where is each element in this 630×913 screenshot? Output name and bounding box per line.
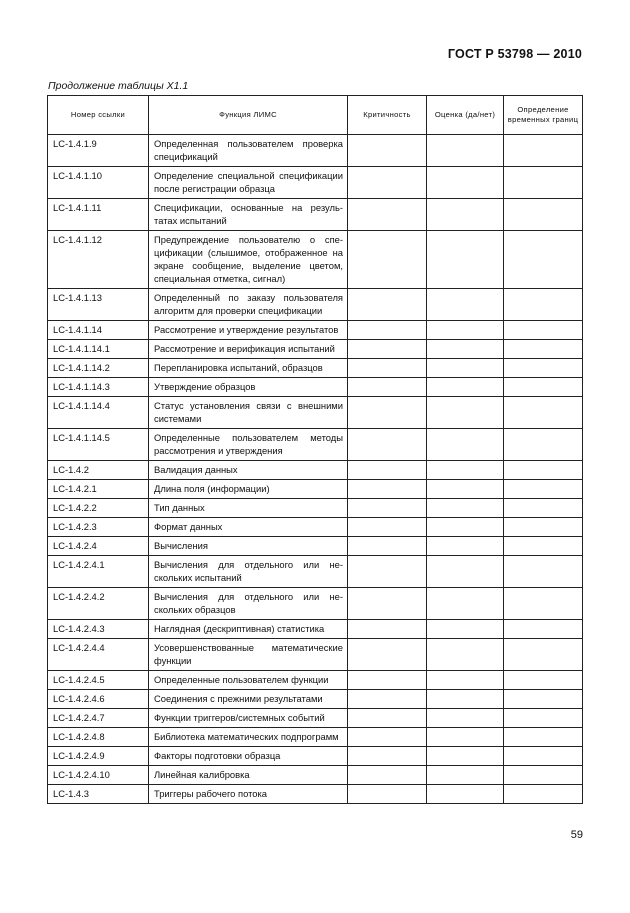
- criticality-cell: [348, 321, 427, 340]
- function-cell: Определенные пользователем методы рассмотрения и утверждения: [149, 429, 348, 461]
- function-cell: Валидация данных: [149, 461, 348, 480]
- ref-cell: LC-1.4.1.10: [48, 167, 149, 199]
- ref-cell: LC-1.4.1.11: [48, 199, 149, 231]
- assessment-cell: [427, 499, 504, 518]
- criticality-cell: [348, 378, 427, 397]
- ref-cell: LC-1.4.1.9: [48, 135, 149, 167]
- ref-cell: LC-1.4.1.14.2: [48, 359, 149, 378]
- table-row: [48, 690, 583, 709]
- ref-cell: LC-1.4.2.3: [48, 518, 149, 537]
- function-cell: Утверждение образцов: [149, 378, 348, 397]
- time-limits-cell: [504, 480, 583, 499]
- ref-cell: LC-1.4.2.4.5: [48, 671, 149, 690]
- criticality-cell: [348, 231, 427, 289]
- table-row: [48, 588, 583, 620]
- ref-cell: LC-1.4.1.14.5: [48, 429, 149, 461]
- ref-cell: LC-1.4.2.4.10: [48, 766, 149, 785]
- criticality-cell: [348, 785, 427, 804]
- criticality-cell: [348, 690, 427, 709]
- function-cell: Триггеры рабочего потока: [149, 785, 348, 804]
- function-cell: Соединения с прежними результатами: [149, 690, 348, 709]
- criticality-cell: [348, 461, 427, 480]
- assessment-cell: [427, 429, 504, 461]
- table-row: [48, 378, 583, 397]
- function-cell: Формат данных: [149, 518, 348, 537]
- time-limits-cell: [504, 588, 583, 620]
- lims-functions-table: [47, 95, 583, 804]
- time-limits-cell: [504, 556, 583, 588]
- assessment-cell: [427, 518, 504, 537]
- assessment-cell: [427, 167, 504, 199]
- table-caption: Продолжение таблицы X1.1: [48, 80, 189, 92]
- ref-cell: LC-1.4.2.4.9: [48, 747, 149, 766]
- ref-cell: LC-1.4.2.4.4: [48, 639, 149, 671]
- col-header-criticality: Критичность: [348, 96, 427, 135]
- assessment-cell: [427, 588, 504, 620]
- time-limits-cell: [504, 671, 583, 690]
- time-limits-cell: [504, 378, 583, 397]
- criticality-cell: [348, 747, 427, 766]
- assessment-cell: [427, 199, 504, 231]
- criticality-cell: [348, 620, 427, 639]
- criticality-cell: [348, 340, 427, 359]
- col-header-function: Функция ЛИМС: [149, 96, 348, 135]
- table-row: [48, 340, 583, 359]
- function-cell: Перепланировка испытаний, образцов: [149, 359, 348, 378]
- assessment-cell: [427, 340, 504, 359]
- ref-cell: LC-1.4.2.4.3: [48, 620, 149, 639]
- time-limits-cell: [504, 231, 583, 289]
- assessment-cell: [427, 231, 504, 289]
- assessment-cell: [427, 709, 504, 728]
- ref-cell: LC-1.4.2.4.6: [48, 690, 149, 709]
- time-limits-cell: [504, 639, 583, 671]
- assessment-cell: [427, 397, 504, 429]
- table-row: [48, 135, 583, 167]
- criticality-cell: [348, 518, 427, 537]
- time-limits-cell: [504, 135, 583, 167]
- function-cell: Определение специальной спецификации после регистрации образца: [149, 167, 348, 199]
- function-cell: Вычисления для отдельного или нескольких образцов: [149, 588, 348, 620]
- assessment-cell: [427, 639, 504, 671]
- table-row: [48, 518, 583, 537]
- ref-cell: LC-1.4.2.4.7: [48, 709, 149, 728]
- assessment-cell: [427, 321, 504, 340]
- criticality-cell: [348, 671, 427, 690]
- ref-cell: LC-1.4.1.14.1: [48, 340, 149, 359]
- ref-cell: LC-1.4.2.4.8: [48, 728, 149, 747]
- table-row: [48, 199, 583, 231]
- function-cell: Тип данных: [149, 499, 348, 518]
- col-header-assessment: Оценка (да/нет): [427, 96, 504, 135]
- assessment-cell: [427, 690, 504, 709]
- criticality-cell: [348, 639, 427, 671]
- function-cell: Функции триггеров/системных событий: [149, 709, 348, 728]
- assessment-cell: [427, 461, 504, 480]
- assessment-cell: [427, 766, 504, 785]
- ref-cell: LC-1.4.1.14.4: [48, 397, 149, 429]
- time-limits-cell: [504, 289, 583, 321]
- time-limits-cell: [504, 747, 583, 766]
- criticality-cell: [348, 289, 427, 321]
- time-limits-cell: [504, 709, 583, 728]
- time-limits-cell: [504, 167, 583, 199]
- function-cell: Библиотека математических подпрограмм: [149, 728, 348, 747]
- criticality-cell: [348, 499, 427, 518]
- table-row: [48, 167, 583, 199]
- ref-cell: LC-1.4.2: [48, 461, 149, 480]
- table-header-row: [48, 96, 583, 135]
- time-limits-cell: [504, 199, 583, 231]
- table-row: [48, 461, 583, 480]
- standard-header: ГОСТ Р 53798 — 2010: [447, 47, 582, 61]
- assessment-cell: [427, 359, 504, 378]
- time-limits-cell: [504, 620, 583, 639]
- time-limits-cell: [504, 340, 583, 359]
- assessment-cell: [427, 785, 504, 804]
- assessment-cell: [427, 747, 504, 766]
- ref-cell: LC-1.4.1.12: [48, 231, 149, 289]
- criticality-cell: [348, 588, 427, 620]
- assessment-cell: [427, 537, 504, 556]
- ref-cell: LC-1.4.2.1: [48, 480, 149, 499]
- time-limits-cell: [504, 785, 583, 804]
- function-cell: Наглядная (дескриптивная) статистика: [149, 620, 348, 639]
- function-cell: Линейная калибровка: [149, 766, 348, 785]
- criticality-cell: [348, 167, 427, 199]
- time-limits-cell: [504, 429, 583, 461]
- time-limits-cell: [504, 359, 583, 378]
- table-row: [48, 620, 583, 639]
- table-row: [48, 397, 583, 429]
- assessment-cell: [427, 480, 504, 499]
- table-row: [48, 429, 583, 461]
- time-limits-cell: [504, 461, 583, 480]
- function-cell: Вычисления: [149, 537, 348, 556]
- table-row: [48, 785, 583, 804]
- ref-cell: LC-1.4.1.14.3: [48, 378, 149, 397]
- table-body: [48, 135, 583, 804]
- criticality-cell: [348, 359, 427, 378]
- function-cell: Вычисления для отдельного или нескольких испытаний: [149, 556, 348, 588]
- function-cell: Факторы подготовки образца: [149, 747, 348, 766]
- assessment-cell: [427, 556, 504, 588]
- function-cell: Определенная пользователем проверка спецификаций: [149, 135, 348, 167]
- assessment-cell: [427, 728, 504, 747]
- table-row: [48, 537, 583, 556]
- table-row: [48, 321, 583, 340]
- function-cell: Определенный по заказу пользователя алгоритм для проверки спецификации: [149, 289, 348, 321]
- table-row: [48, 747, 583, 766]
- ref-cell: LC-1.4.1.14: [48, 321, 149, 340]
- table-row: [48, 671, 583, 690]
- ref-cell: LC-1.4.2.4.1: [48, 556, 149, 588]
- col-header-ref: Номер ссылки: [48, 96, 149, 135]
- ref-cell: LC-1.4.1.13: [48, 289, 149, 321]
- ref-cell: LC-1.4.2.4: [48, 537, 149, 556]
- function-cell: Рассмотрение и утверждение результатов: [149, 321, 348, 340]
- function-cell: Статус установления связи с внешними системами: [149, 397, 348, 429]
- criticality-cell: [348, 480, 427, 499]
- function-cell: Спецификации, основанные на результатах испытаний: [149, 199, 348, 231]
- assessment-cell: [427, 289, 504, 321]
- ref-cell: LC-1.4.2.2: [48, 499, 149, 518]
- criticality-cell: [348, 135, 427, 167]
- criticality-cell: [348, 766, 427, 785]
- function-cell: Усовершенствованные математические функции: [149, 639, 348, 671]
- criticality-cell: [348, 429, 427, 461]
- time-limits-cell: [504, 728, 583, 747]
- table-row: [48, 359, 583, 378]
- criticality-cell: [348, 537, 427, 556]
- page-number: 59: [570, 829, 583, 841]
- table-row: [48, 728, 583, 747]
- assessment-cell: [427, 135, 504, 167]
- function-cell: Предупреждение пользователю о спецификации (слышимое, отображенное на экране сообщение, выделение цветом, специальная отметка, сигнал): [149, 231, 348, 289]
- ref-cell: LC-1.4.2.4.2: [48, 588, 149, 620]
- ref-cell: LC-1.4.3: [48, 785, 149, 804]
- table-row: [48, 499, 583, 518]
- time-limits-cell: [504, 766, 583, 785]
- criticality-cell: [348, 728, 427, 747]
- time-limits-cell: [504, 321, 583, 340]
- criticality-cell: [348, 397, 427, 429]
- table-row: [48, 289, 583, 321]
- table-row: [48, 639, 583, 671]
- time-limits-cell: [504, 537, 583, 556]
- time-limits-cell: [504, 397, 583, 429]
- col-header-time-limits: Определение временных границ: [504, 96, 583, 135]
- table-row: [48, 709, 583, 728]
- criticality-cell: [348, 199, 427, 231]
- function-cell: Рассмотрение и верификация испытаний: [149, 340, 348, 359]
- function-cell: Определенные пользователем функции: [149, 671, 348, 690]
- table-row: [48, 480, 583, 499]
- table-row: [48, 556, 583, 588]
- assessment-cell: [427, 378, 504, 397]
- criticality-cell: [348, 709, 427, 728]
- assessment-cell: [427, 671, 504, 690]
- time-limits-cell: [504, 518, 583, 537]
- table-row: [48, 231, 583, 289]
- criticality-cell: [348, 556, 427, 588]
- time-limits-cell: [504, 690, 583, 709]
- function-cell: Длина поля (информации): [149, 480, 348, 499]
- assessment-cell: [427, 620, 504, 639]
- time-limits-cell: [504, 499, 583, 518]
- table-row: [48, 766, 583, 785]
